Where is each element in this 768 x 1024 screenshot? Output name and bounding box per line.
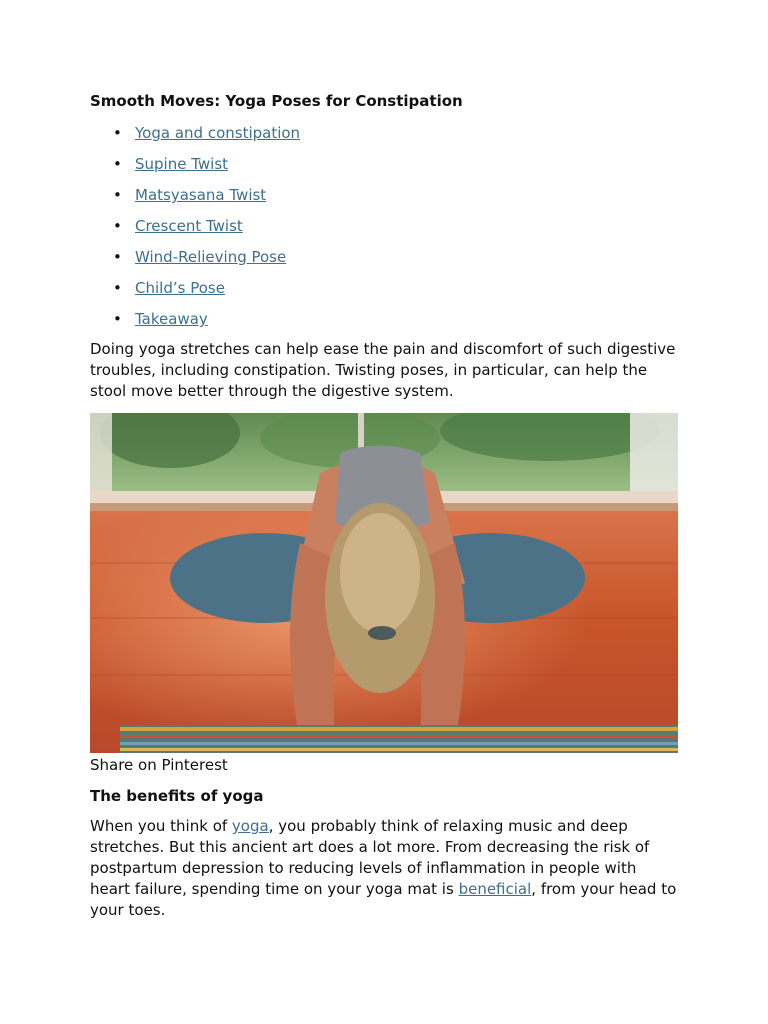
text-segment: , from your head to your toes. xyxy=(90,880,677,919)
toc-link-takeaway[interactable]: Takeaway xyxy=(135,310,208,328)
yoga-childs-pose-image xyxy=(90,413,678,753)
bullet-icon: • xyxy=(113,310,122,328)
toc-item xyxy=(90,153,678,184)
bullet-icon: • xyxy=(113,279,122,297)
toc-link-yoga-and-constipation[interactable]: Yoga and constipation xyxy=(135,124,301,142)
section-paragraph xyxy=(90,816,678,921)
bullet-icon: • xyxy=(113,186,122,204)
section-heading: The benefits of yoga xyxy=(90,787,264,805)
text-segment: , you probably think of relaxing music and deep stretches. But this ancient art does a lot more. From decreasing the risk of postpartum depression to reducing levels of inflammation in people with heart failure, spending time on your yoga mat is xyxy=(90,817,650,898)
toc-link-childs-pose[interactable]: Child’s Pose xyxy=(135,279,225,297)
yoga-link[interactable]: yoga xyxy=(231,817,269,835)
toc-link-crescent-twist[interactable]: Crescent Twist xyxy=(135,217,243,235)
article xyxy=(90,90,678,921)
intro-paragraph: Doing yoga stretches can help ease the pain and discomfort of such digestive troubles, including constipation. Twisting poses, in particular, can help the stool move better through the digestive system. xyxy=(90,340,676,400)
toc-item xyxy=(90,122,678,153)
image-caption[interactable]: Share on Pinterest xyxy=(90,756,228,774)
toc-item xyxy=(90,246,678,277)
text-segment: When you think of xyxy=(90,817,232,835)
bullet-icon: • xyxy=(113,124,122,142)
bullet-icon: • xyxy=(113,155,122,173)
toc-item xyxy=(90,277,678,308)
toc-link-matsyasana-twist[interactable]: Matsyasana Twist xyxy=(135,186,267,204)
bullet-icon: • xyxy=(113,248,122,266)
toc-link-supine-twist[interactable]: Supine Twist xyxy=(135,155,229,173)
article-title: Smooth Moves: Yoga Poses for Constipation xyxy=(90,92,463,110)
toc-item xyxy=(90,215,678,246)
beneficial-link[interactable]: beneficial xyxy=(458,880,532,898)
table-of-contents xyxy=(90,122,678,339)
bullet-icon: • xyxy=(113,217,122,235)
toc-link-wind-relieving-pose[interactable]: Wind-Relieving Pose xyxy=(135,248,287,266)
toc-item xyxy=(90,184,678,215)
toc-item xyxy=(90,308,678,339)
